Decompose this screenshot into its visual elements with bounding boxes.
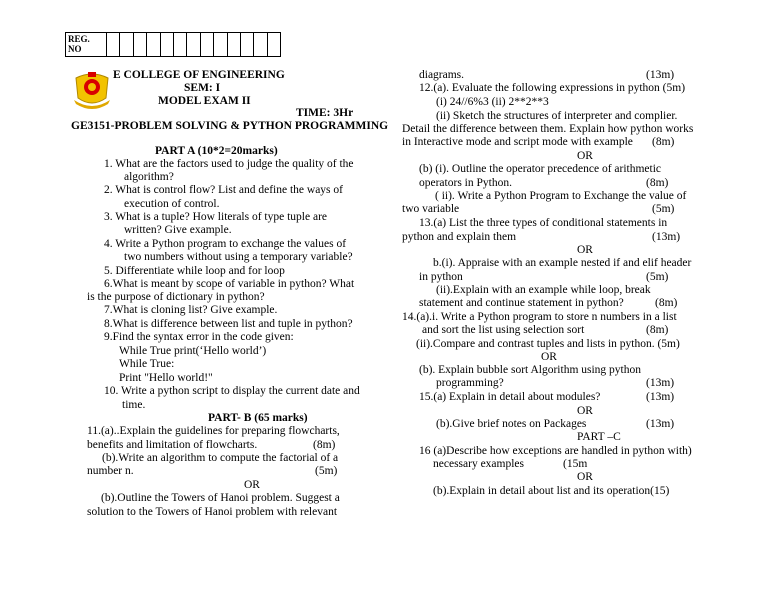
or-separator: OR	[541, 351, 557, 363]
question-line: (b).Explain in detail about list and its operation(15)	[433, 485, 670, 497]
code-line: While True print(‘Hello world’)	[119, 345, 267, 357]
part-c-title: PART –C	[577, 431, 621, 443]
part-b-title: PART- B (65 marks)	[208, 412, 308, 424]
college-emblem-icon	[72, 68, 112, 110]
question-line: is the purpose of dictionary in python?	[87, 291, 265, 303]
reg-label-line1: REG.	[68, 34, 90, 44]
question-line: 5. Differentiate while loop and for loop	[104, 265, 285, 277]
question-line: (b).Give brief notes on Packages	[436, 418, 587, 430]
question-line: execution of control.	[124, 198, 220, 210]
question-line: benefits and limitation of flowcharts.	[87, 439, 258, 451]
part-a-title: PART A (10*2=20marks)	[155, 145, 278, 157]
question-line: 11.(a)..Explain the guidelines for preparing flowcharts,	[87, 425, 340, 437]
question-line: 4. Write a Python program to exchange the values of	[104, 238, 347, 250]
reg-cell	[161, 33, 174, 56]
course-title: GE3151-PROBLEM SOLVING & PYTHON PROGRAMMING	[71, 120, 389, 132]
question-line: (i) 24//6%3 (ii) 2**2**3	[436, 96, 549, 108]
question-line: 1. What are the factors used to judge the quality of the	[104, 158, 354, 170]
marks: (5m)	[652, 203, 675, 215]
question-line: diagrams.	[419, 69, 465, 81]
question-line: 3. What is a tuple? How literals of type tuple are	[104, 211, 328, 223]
marks: (13m)	[652, 231, 681, 243]
question-line: Detail the difference between them. Explain how python works	[402, 123, 694, 135]
or-separator: OR	[577, 244, 593, 256]
reg-cell	[134, 33, 147, 56]
marks: (5m)	[315, 465, 338, 477]
reg-cell	[187, 33, 200, 56]
question-line: algorithm?	[124, 171, 174, 183]
marks: (13m)	[646, 377, 675, 389]
marks: (13m)	[646, 391, 675, 403]
question-line: necessary examples	[433, 458, 525, 470]
question-line: 10. Write a python script to display the current date and	[104, 385, 360, 397]
reg-cell	[228, 33, 241, 56]
question-line: b.(i). Appraise with an example nested if and elif header	[433, 257, 692, 269]
code-line: While True:	[119, 358, 175, 370]
question-line: 8.What is difference between list and tuple in python?	[104, 318, 353, 330]
reg-cell	[254, 33, 267, 56]
code-line: Print "Hello world!"	[119, 372, 213, 384]
question-line: operators in Python.	[419, 177, 512, 189]
marks: (8m)	[313, 439, 336, 451]
reg-no-label	[66, 33, 107, 56]
marks: (13m)	[646, 69, 675, 81]
question-line: 7.What is cloning list? Give example.	[104, 304, 278, 316]
question-line: python and explain them	[402, 231, 517, 243]
reg-cell	[174, 33, 187, 56]
reg-no-box	[65, 32, 281, 57]
question-line: number n.	[87, 465, 134, 477]
question-line: two variable	[402, 203, 460, 215]
marks: (5m)	[646, 271, 669, 283]
question-line: 14.(a).i. Write a Python program to store n numbers in a list	[402, 311, 677, 323]
question-line: 6.What is meant by scope of variable in python? What	[104, 278, 355, 290]
question-line: in Interactive mode and script mode with example	[402, 136, 633, 148]
question-line: (ii).Compare and contrast tuples and lists in python. (5m)	[416, 338, 680, 350]
marks: (8m)	[646, 324, 669, 336]
question-line: 9.Find the syntax error in the code given:	[104, 331, 294, 343]
question-line: ( ii). Write a Python Program to Exchange the value of	[435, 190, 687, 202]
reg-cell	[241, 33, 254, 56]
or-separator: OR	[577, 471, 593, 483]
exam-title: MODEL EXAM II	[158, 95, 251, 107]
marks: (8m)	[652, 136, 675, 148]
reg-cell	[147, 33, 160, 56]
question-line: (ii).Explain with an example while loop, break	[436, 284, 651, 296]
reg-label-line2: NO	[68, 44, 82, 54]
question-line: in python	[419, 271, 463, 283]
question-line: 15.(a) Explain in detail about modules?	[419, 391, 601, 403]
marks: (15m	[563, 458, 588, 470]
reg-cell	[214, 33, 227, 56]
marks: (8m)	[646, 177, 669, 189]
marks: (13m)	[646, 418, 675, 430]
marks: (8m)	[655, 297, 678, 309]
question-line: (b). Explain bubble sort Algorithm using python	[419, 364, 641, 376]
college-name: E COLLEGE OF ENGINEERING	[113, 69, 285, 81]
question-line: two numbers without using a temporary variable?	[124, 251, 353, 263]
reg-cell	[120, 33, 133, 56]
question-line: time.	[122, 399, 146, 411]
question-line: 16 (a)Describe how exceptions are handled in python with)	[419, 445, 692, 457]
or-separator: OR	[577, 150, 593, 162]
reg-cell	[201, 33, 214, 56]
reg-cell	[268, 33, 280, 56]
semester: SEM: I	[184, 82, 221, 94]
question-line: (b) (i). Outline the operator precedence of arithmetic	[419, 163, 662, 175]
question-line: 12.(a). Evaluate the following expressions in python (5m)	[419, 82, 686, 94]
question-line: statement and continue statement in python?	[419, 297, 624, 309]
question-line: (ii) Sketch the structures of interpreter and complier.	[436, 110, 678, 122]
question-line: programming?	[436, 377, 504, 389]
exam-time: TIME: 3Hr	[296, 107, 354, 119]
or-separator: OR	[244, 479, 260, 491]
question-line: written? Give example.	[124, 224, 232, 236]
question-line: (b).Outline the Towers of Hanoi problem. Suggest a	[101, 492, 340, 504]
reg-cell	[107, 33, 120, 56]
question-line: (b).Write an algorithm to compute the factorial of a	[102, 452, 339, 464]
or-separator: OR	[577, 405, 593, 417]
question-line: 13.(a) List the three types of conditional statements in	[419, 217, 668, 229]
question-line: 2. What is control flow? List and define the ways of	[104, 184, 343, 196]
question-line: solution to the Towers of Hanoi problem with relevant	[87, 506, 338, 518]
question-line: and sort the list using selection sort	[422, 324, 585, 336]
